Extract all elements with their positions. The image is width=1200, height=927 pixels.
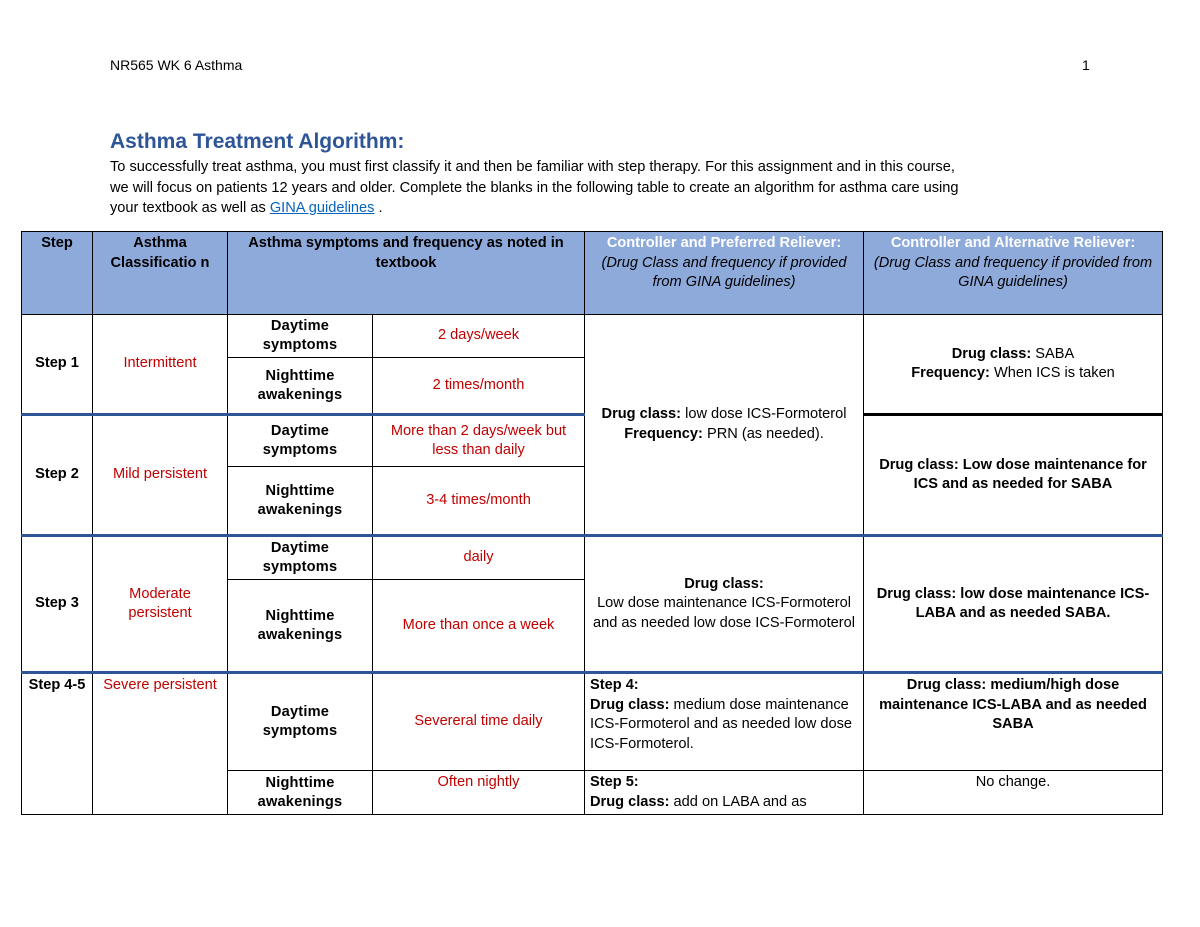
running-header: NR565 WK 6 Asthma (110, 57, 243, 73)
step5-drug (590, 793, 858, 813)
gina-guidelines-link[interactable]: GINA guidelines (269, 200, 375, 217)
table-row (22, 673, 1163, 771)
frequency-value: When ICS is taken (989, 365, 1115, 381)
daytime-label: Daytime symptoms (228, 536, 373, 580)
drug-class-label: Drug class: (951, 345, 1032, 362)
page-number: 1 (1082, 57, 1090, 73)
alternative-cell-step5: No change. (864, 771, 1163, 815)
drug-class-value: SABA (1031, 345, 1075, 362)
drug-class-label: Drug class: (590, 793, 670, 810)
classification-cell: Moderate persistent (93, 536, 228, 673)
nighttime-label: Nighttime awakenings (228, 467, 373, 536)
step-cell: Step 2 (22, 415, 93, 536)
header-alternative-title: Controller and Alternative Reliever: (890, 235, 1136, 251)
alternative-frequency (869, 364, 1157, 384)
header-alternative-sub: (Drug Class and frequency if provided from GINA guidelines) (873, 254, 1153, 290)
step5-title: Step 5: (590, 774, 639, 790)
header-preferred (585, 232, 864, 315)
nighttime-label: Nighttime awakenings (228, 358, 373, 415)
drug-class-label: Drug class: (590, 696, 670, 713)
daytime-label: Daytime symptoms (228, 673, 373, 771)
nighttime-label: Nighttime awakenings (228, 771, 373, 815)
header-preferred-title: Controller and Preferred Reliever: (606, 235, 842, 251)
intro-line-1: To successfully treat asthma, you must first classify it and then be familiar with step therapy. For this assignment and in this course, (110, 159, 955, 175)
daytime-label: Daytime symptoms (228, 315, 373, 358)
preferred-cell (585, 315, 864, 536)
drug-class-value: low dose ICS-Formoterol (681, 406, 847, 422)
daytime-frequency: 2 days/week (373, 315, 585, 358)
daytime-frequency: Severeral time daily (373, 673, 585, 771)
alternative-cell-step4: Drug class: medium/high dose maintenance ICS-LABA and as needed SABA (864, 673, 1163, 771)
drug-class-label: Drug class: (684, 575, 764, 592)
alternative-drug-class (869, 345, 1157, 365)
step4-drug (590, 696, 858, 755)
page-title: Asthma Treatment Algorithm: (110, 130, 405, 153)
alternative-cell: Drug class: Low dose maintenance for ICS and as needed for SABA (864, 415, 1163, 536)
table-row (22, 315, 1163, 358)
daytime-frequency: daily (373, 536, 585, 580)
preferred-drug-class (590, 405, 858, 425)
frequency-label: Frequency: (911, 365, 990, 381)
intro-paragraph (110, 157, 1100, 219)
header-step: Step (22, 232, 93, 315)
nighttime-frequency: Often nightly (373, 771, 585, 815)
drug-class-value: Low dose maintenance ICS-Formoterol and as needed low dose ICS-Formoterol (593, 595, 856, 631)
classification-cell: Severe persistent (93, 673, 228, 815)
intro-line-3-prefix: your textbook as well as (110, 200, 270, 217)
drug-class-value: add on LABA and as (669, 793, 807, 810)
table-header-row (22, 232, 1163, 315)
classification-cell: Mild persistent (93, 415, 228, 536)
preferred-cell-step4 (585, 673, 864, 771)
header-preferred-sub: (Drug Class and frequency if provided from GINA guidelines) (601, 254, 847, 290)
preferred-frequency (590, 425, 858, 445)
preferred-cell-step5 (585, 771, 864, 815)
header-classification: Asthma Classificatio n (93, 232, 228, 315)
frequency-value: PRN (as needed). (702, 425, 824, 442)
intro-line-2: we will focus on patients 12 years and older. Complete the blanks in the following table to create an algorithm for asthma care using (110, 179, 959, 196)
header-alternative (864, 232, 1163, 315)
alternative-cell: Drug class: low dose maintenance ICS-LABA and as needed SABA. (864, 536, 1163, 673)
nighttime-label: Nighttime awakenings (228, 580, 373, 673)
preferred-cell (585, 536, 864, 673)
step4-title: Step 4: (590, 677, 639, 693)
daytime-label: Daytime symptoms (228, 415, 373, 467)
step-cell: Step 1 (22, 315, 93, 415)
header-symptoms: Asthma symptoms and frequency as noted in textbook (228, 232, 585, 315)
table-row (22, 536, 1163, 580)
nighttime-frequency: 2 times/month (373, 358, 585, 415)
step-cell: Step 4-5 (22, 673, 93, 815)
daytime-frequency: More than 2 days/week but less than daily (373, 415, 585, 467)
frequency-label: Frequency: (624, 425, 703, 442)
step-cell: Step 3 (22, 536, 93, 673)
nighttime-frequency: 3-4 times/month (373, 467, 585, 536)
drug-class-label: Drug class: (601, 406, 682, 422)
alternative-cell (864, 315, 1163, 415)
drug-class-value: medium dose maintenance ICS-Formoterol and as needed low dose ICS-Formoterol. (590, 696, 853, 752)
intro-line-3-suffix: . (374, 200, 383, 217)
classification-cell: Intermittent (93, 315, 228, 415)
nighttime-frequency: More than once a week (373, 580, 585, 673)
asthma-algorithm-table (21, 231, 1163, 815)
